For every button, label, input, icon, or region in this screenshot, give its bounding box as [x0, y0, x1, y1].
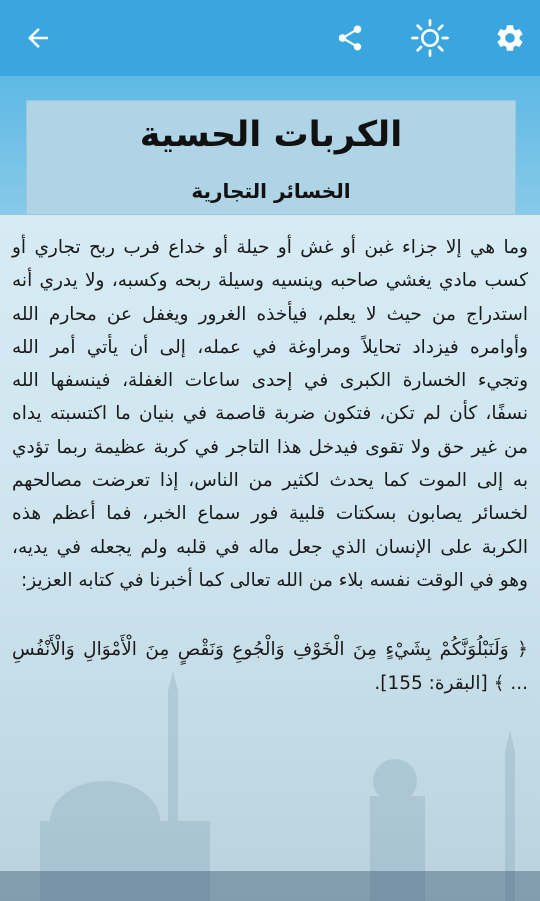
share-icon: [335, 23, 365, 53]
mosque-silhouette-background: [0, 671, 540, 901]
article-header: [26, 100, 516, 220]
app-bar: [0, 0, 540, 76]
brightness-icon: [410, 18, 450, 58]
share-button[interactable]: [326, 14, 374, 62]
arrow-back-icon: [23, 23, 53, 53]
settings-gear-icon: [494, 22, 526, 54]
back-button[interactable]: [14, 14, 62, 62]
article-title: الكربات الحسية: [139, 115, 403, 155]
article-content-panel[interactable]: [0, 214, 540, 901]
article-body: [12, 231, 528, 700]
article-paragraph: وما هي إلا جزاء غبن أو غش أو حيلة أو خداع فرب ربح تجاري أو كسب مادي يغشي صاحبه وينسيه وسيلة ربحه وكسبه، ولا يدري أنه استدراج من حيث لا يعلم، فيأخذه الغرور ويغفل عن محارم الله وأوامره فيزداد تحايلاً ومراوغة في عمله، إلى أن يأتي أمر الله وتجيء الخسارة الكبرى في إحدى ساعات الغفلة، فينسفها الله نسفًا، كأن لم تكن، فتكون ضربة قاصمة في بنيان ما اكتسبته يداه من غير حق ولا تقوى فيدخل هذا التاجر في كربة عظيمة ربما تؤدي به إلى الموت كما يحدث لكثير من الناس، إذا تعرضت مصالحهم لخسائر يصابون بسكتات قلبية فور سماع الخبر، فما أعظم هذه الكربة على الإنسان الذي جعل ماله في قلبه ولم يجعله في يديه، وهو في الوقت نفسه بلاء من الله تعالى كما أخبرنا في كتابه العزيز:: [12, 237, 528, 591]
brightness-button[interactable]: [406, 14, 454, 62]
article-subtitle: الخسائر التجارية: [191, 179, 351, 203]
quran-verse: ﴿ وَلَنَبْلُوَنَّكُمْ بِشَيْءٍ مِنَ الْخَوْفِ وَالْجُوعِ وَنَقْصٍ مِنَ الْأَمْوَالِ وَالْأَنْفُسِ ... ﴾ [البقرة: 155].: [12, 639, 528, 694]
settings-button[interactable]: [486, 14, 534, 62]
